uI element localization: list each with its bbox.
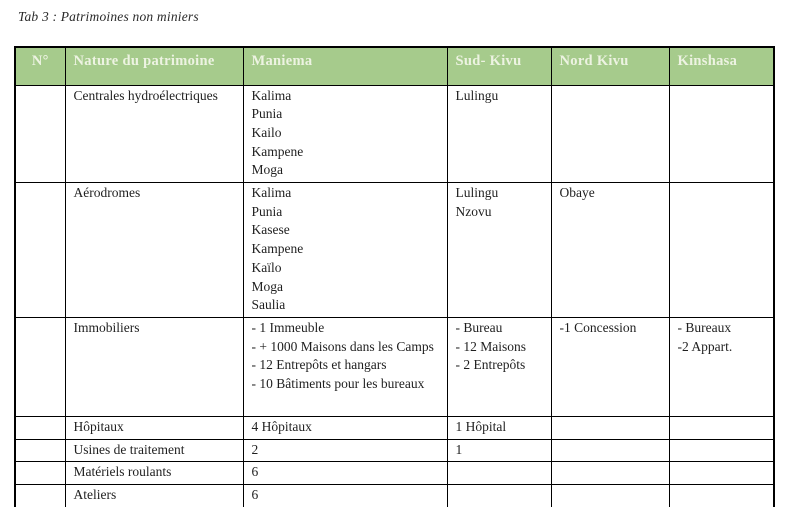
cell-maniema: [243, 417, 447, 440]
cell-line: - 10 Bâtiments pour les bureaux: [251, 376, 425, 392]
cell-nord_kivu: [551, 462, 669, 485]
cell-line: - Bureau: [455, 320, 503, 336]
table-body: [15, 85, 774, 507]
cell-kinshasa: [669, 318, 774, 417]
table-row: [15, 439, 774, 462]
cell-nature: Immobiliers: [65, 318, 243, 417]
cell-line: Kampene: [251, 143, 304, 159]
cell-sud_kivu: [447, 318, 551, 417]
cell-kinshasa: [669, 85, 774, 183]
cell-num: [15, 462, 65, 485]
cell-line: Lulingu: [455, 185, 499, 201]
table-row: [15, 462, 774, 485]
cell-line: 1: [455, 441, 463, 457]
cell-line: 6: [251, 464, 259, 480]
cell-maniema: [243, 85, 447, 183]
cell-line: Kalima: [251, 87, 292, 103]
column-header-maniema: Maniema: [243, 47, 447, 85]
cell-maniema: [243, 439, 447, 462]
cell-nord_kivu: [551, 417, 669, 440]
cell-line: Moga: [251, 278, 283, 294]
cell-nord_kivu: [551, 485, 669, 507]
cell-num: [15, 417, 65, 440]
cell-line: Kampene: [251, 241, 304, 257]
cell-num: [15, 485, 65, 507]
table-row: [15, 417, 774, 440]
cell-sud_kivu: [447, 417, 551, 440]
cell-line: - + 1000 Maisons dans les Camps: [251, 338, 434, 354]
patrimoines-non-miniers-table: [14, 46, 775, 507]
cell-nature: Centrales hydroélectriques: [65, 85, 243, 183]
cell-nature: Hôpitaux: [65, 417, 243, 440]
cell-nord_kivu: [551, 439, 669, 462]
cell-line: Punia: [251, 106, 283, 122]
column-header-nord_kivu: Nord Kivu: [551, 47, 669, 85]
cell-line: Moga: [251, 162, 283, 178]
column-header-kinshasa: Kinshasa: [669, 47, 774, 85]
cell-num: [15, 183, 65, 318]
column-header-sud_kivu: Sud- Kivu: [447, 47, 551, 85]
cell-line: Punia: [251, 203, 283, 219]
cell-nord_kivu: [551, 318, 669, 417]
cell-line: - Bureaux: [677, 320, 732, 336]
cell-line: 2: [251, 441, 259, 457]
cell-nature: Usines de traitement: [65, 439, 243, 462]
cell-line: 6: [251, 487, 259, 503]
cell-line: Kalima: [251, 185, 292, 201]
cell-maniema: [243, 183, 447, 318]
cell-maniema: [243, 485, 447, 507]
cell-line: Nzovu: [455, 203, 492, 219]
cell-num: [15, 439, 65, 462]
cell-kinshasa: [669, 439, 774, 462]
cell-kinshasa: [669, 485, 774, 507]
cell-nature: Aérodromes: [65, 183, 243, 318]
cell-maniema: [243, 318, 447, 417]
cell-sud_kivu: [447, 183, 551, 318]
cell-line: Kasese: [251, 222, 290, 238]
cell-line: Obaye: [559, 185, 595, 201]
cell-line: - 12 Maisons: [455, 338, 526, 354]
cell-line: Saulia: [251, 297, 286, 313]
table-row: [15, 318, 774, 417]
cell-line: -2 Appart.: [677, 338, 733, 354]
cell-sud_kivu: [447, 85, 551, 183]
cell-nature: Ateliers: [65, 485, 243, 507]
cell-line: - 1 Immeuble: [251, 320, 325, 336]
cell-line: -1 Concession: [559, 320, 637, 336]
cell-line: 1 Hôpital: [455, 419, 507, 435]
cell-line: - 12 Entrepôts et hangars: [251, 357, 387, 373]
table-row: [15, 85, 774, 183]
cell-num: [15, 85, 65, 183]
cell-line: - 2 Entrepôts: [455, 357, 526, 373]
table-row: [15, 183, 774, 318]
cell-maniema: [243, 462, 447, 485]
column-header-nature: Nature du patrimoine: [65, 47, 243, 85]
cell-kinshasa: [669, 183, 774, 318]
cell-line: 4 Hôpitaux: [251, 419, 312, 435]
header-row: [15, 47, 774, 85]
cell-nord_kivu: [551, 85, 669, 183]
cell-nord_kivu: [551, 183, 669, 318]
cell-sud_kivu: [447, 462, 551, 485]
cell-line: Lulingu: [455, 87, 499, 103]
cell-num: [15, 318, 65, 417]
column-header-num: N°: [15, 47, 65, 85]
cell-sud_kivu: [447, 439, 551, 462]
cell-line: Kailo: [251, 124, 282, 140]
cell-line: Kaïlo: [251, 259, 282, 275]
table-caption: Tab 3 : Patrimoines non miniers: [18, 9, 199, 24]
cell-sud_kivu: [447, 485, 551, 507]
table-row: [15, 485, 774, 507]
cell-kinshasa: [669, 417, 774, 440]
cell-kinshasa: [669, 462, 774, 485]
cell-nature: Matériels roulants: [65, 462, 243, 485]
